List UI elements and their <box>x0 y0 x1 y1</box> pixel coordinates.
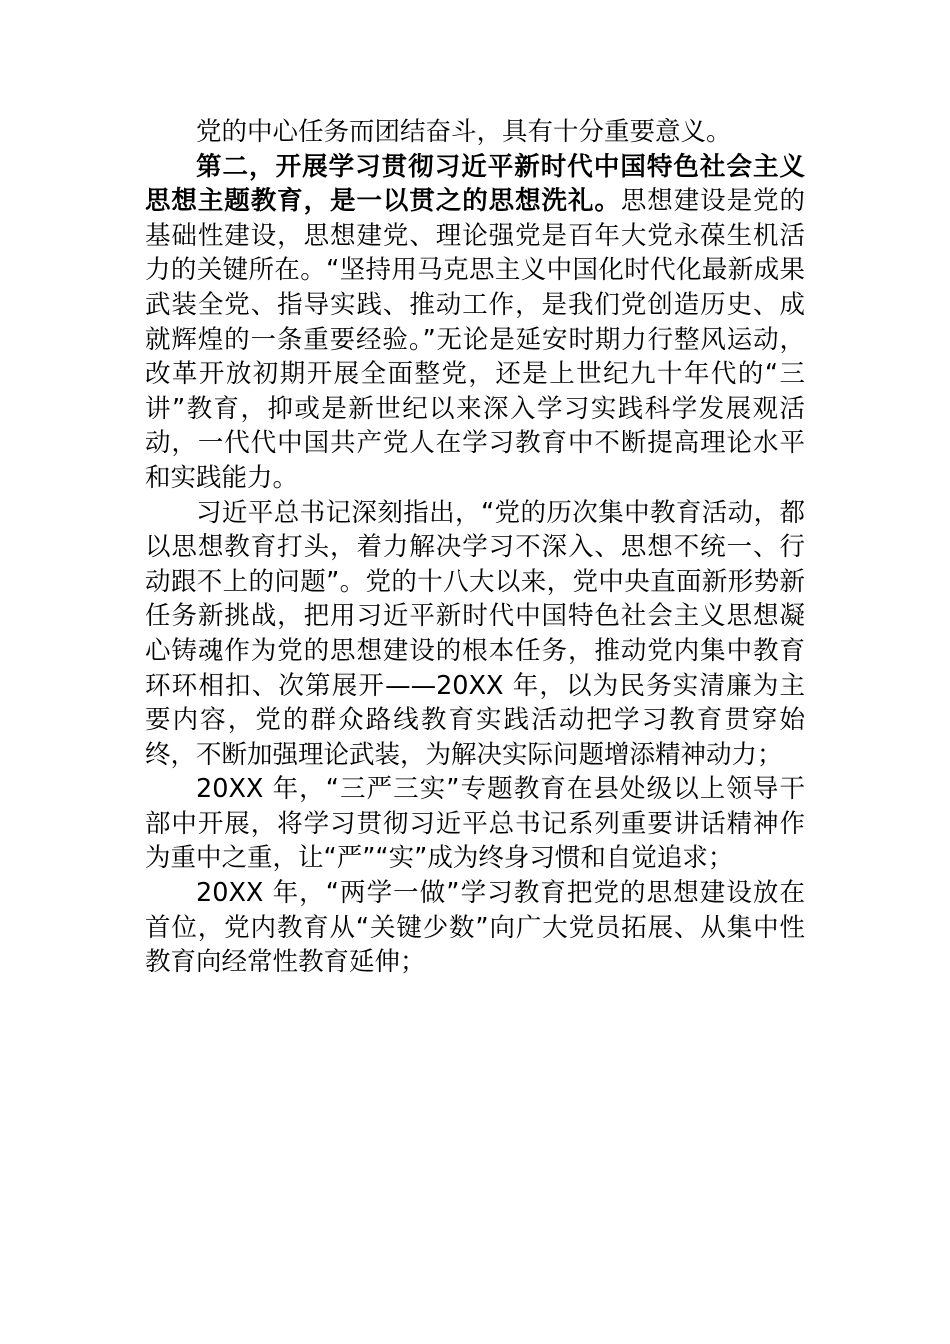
paragraph-3-text: 习近平总书记深刻指出，“党的历次集中教育活动，都以思想教育打头，着力解决学习不深入、思想不统一、行动跟不上的问题”。党的十八大以来，党中央直面新形势新任务新挑战，把用习近平新时代中国特色社会主义思想凝心铸魂作为党的思想建设的根本任务，推动党内集中教育环环相扣、次第展开——20XX 年，以为民务实清廉为主要内容，党的群众路线教育实践活动把学习教育贯穿始终，不断加强理论武装，为解决实际问题增添精神动力； <box>145 497 805 770</box>
paragraph-3 <box>145 496 805 773</box>
paragraph-5-text: 20XX 年，“两学一做”学习教育把党的思想建设放在首位，党内教育从“关键少数”向广大党员拓展、从集中性教育向经常性教育延伸； <box>145 878 805 978</box>
paragraph-2-text: 思想建设是党的基础性建设，思想建党、理论强党是百年大党永葆生机活力的关键所在。“坚持用马克思主义中国化时代化最新成果武装全党、指导实践、推动工作，是我们党创造历史、成就辉煌的一条重要经验。”无论是延安时期力行整风运动，改革开放初期开展全面整党，还是上世纪九十年代的“三讲”教育，抑或是新世纪以来深入学习实践科学发展观活动，一代代中国共产党人在学习教育中不断提高理论水平和实践能力。 <box>145 186 805 493</box>
paragraph-1-text: 党的中心任务而团结奋斗，具有十分重要意义。 <box>196 117 732 147</box>
paragraph-4-text: 20XX 年，“三严三实”专题教育在县处级以上领导干部中开展，将学习贯彻习近平总书记系列重要讲话精神作为重中之重，让“严”“实”成为终身习惯和自觉追求； <box>145 774 805 874</box>
paragraph-2 <box>145 150 805 496</box>
paragraph-1 <box>145 115 805 150</box>
paragraph-5 <box>145 876 805 980</box>
paragraph-4 <box>145 772 805 876</box>
document-body <box>145 115 805 980</box>
paragraph-2-heading: 第二，开展学习贯彻习近平新时代中国特色社会主义思想主题教育，是一以贯之的思想洗礼。 <box>145 151 805 217</box>
